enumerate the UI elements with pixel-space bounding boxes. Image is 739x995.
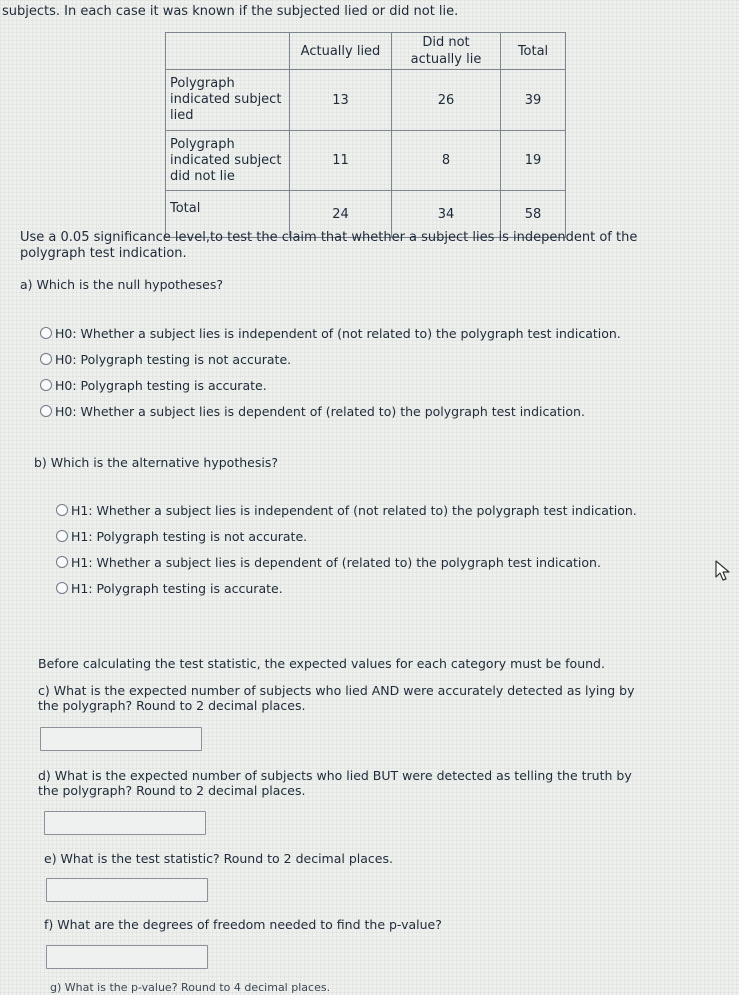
contingency-table [165,32,566,238]
instruction-text: Use a 0.05 significance level,to test the claim that whether a subject lies is independent of the polygraph test indication. [20,230,638,261]
table-cell: 24 [290,191,392,238]
table-row [166,131,566,191]
row-label: Polygraph indicated subject did not lie [166,131,290,191]
table-cell: 26 [392,70,501,131]
answer-input-e[interactable] [46,878,208,902]
radio-button[interactable] [40,327,52,339]
option-h1-accurate[interactable]: H1: Polygraph testing is accurate. [56,575,637,601]
table-header-row [166,33,566,70]
radio-button[interactable] [56,504,68,516]
question-g: g) What is the p-value? Round to 4 decimal places. [50,981,331,994]
mouse-cursor-icon [714,560,732,582]
option-h1-not-accurate[interactable]: H1: Polygraph testing is not accurate. [56,523,637,549]
table-header-actually-lied: Actually lied [290,33,392,70]
question-d: d) What is the expected number of subjects who lied BUT were detected as telling the truth by the polygraph? Round to 2 decimal places. [38,768,632,798]
table-cell: 58 [501,191,566,238]
answer-input-d[interactable] [44,811,206,835]
answer-input-c[interactable] [40,727,202,751]
option-h1-independent[interactable]: H1: Whether a subject lies is independent of (not related to) the polygraph test indication. [56,497,637,523]
option-h1-dependent[interactable]: H1: Whether a subject lies is dependent of (related to) the polygraph test indication. [56,549,637,575]
answer-input-f[interactable] [46,945,208,969]
radio-button[interactable] [56,582,68,594]
radio-button[interactable] [56,556,68,568]
question-e: e) What is the test statistic? Round to 2 decimal places. [44,851,393,866]
radio-button[interactable] [40,379,52,391]
table-cell: 39 [501,70,566,131]
table-cell: 11 [290,131,392,191]
row-label: Total [166,191,290,238]
table-cell: 34 [392,191,501,238]
table-row [166,70,566,131]
option-h0-accurate[interactable]: H0: Polygraph testing is accurate. [40,372,621,398]
radio-button[interactable] [40,353,52,365]
table-header-did-not-lie: Did not actually lie [392,33,501,70]
table-header-total: Total [501,33,566,70]
null-hypothesis-options [40,320,621,424]
table-cell: 19 [501,131,566,191]
expected-values-note: Before calculating the test statistic, the expected values for each category must be found. [38,656,605,671]
row-label: Polygraph indicated subject lied [166,70,290,131]
question-a: a) Which is the null hypotheses? [20,277,224,292]
option-h0-not-accurate[interactable]: H0: Polygraph testing is not accurate. [40,346,621,372]
intro-text: subjects. In each case it was known if the subjected lied or did not lie. [2,4,459,19]
question-b: b) Which is the alternative hypothesis? [34,455,278,470]
table-cell: 8 [392,131,501,191]
question-c: c) What is the expected number of subjects who lied AND were accurately detected as lying by the polygraph? Round to 2 decimal places. [38,683,635,713]
option-h0-independent[interactable]: H0: Whether a subject lies is independent of (not related to) the polygraph test indication. [40,320,621,346]
table-header-blank [166,33,290,70]
option-h0-dependent[interactable]: H0: Whether a subject lies is dependent of (related to) the polygraph test indication. [40,398,621,424]
alternative-hypothesis-options [56,497,637,601]
question-f: f) What are the degrees of freedom needed to find the p-value? [44,917,442,932]
radio-button[interactable] [56,530,68,542]
radio-button[interactable] [40,405,52,417]
table-cell: 13 [290,70,392,131]
